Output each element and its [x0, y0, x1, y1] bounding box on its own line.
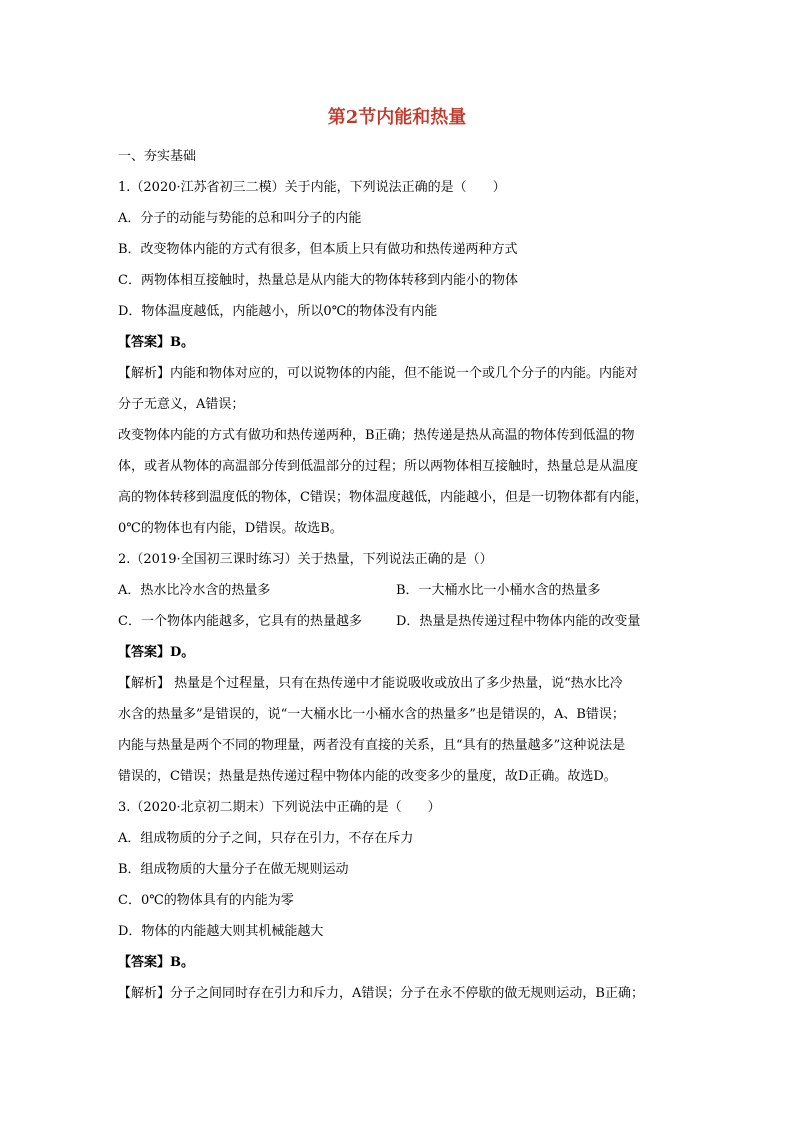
q2-answer: 【答案】D。	[118, 645, 195, 660]
q1-option-d: D．物体温度越低，内能越小，所以0℃的物体没有内能	[118, 304, 438, 319]
q1-explanation-line: 0℃的物体也有内能，D错误。故选B。	[118, 521, 343, 536]
q1-answer: 【答案】B。	[118, 335, 194, 350]
q1-option-a: A．分子的动能与势能的总和叫分子的内能	[118, 211, 362, 226]
q2-explanation-line: 【解析】 热量是个过程量，只有在热传递中才能说吸收或放出了多少热量，说“热水比冷	[118, 676, 623, 691]
q3-option-c: C．0℃的物体具有的内能为零	[118, 893, 294, 908]
q1-explanation-line: 体，或者从物体的高温部分传到低温部分的过程；所以两物体相互接触时，热量总是从温度	[118, 459, 639, 474]
q2-explanation-line: 错误的，C错误；热量是热传递过程中物体内能的改变多少的量度，故D正确。故选D。	[118, 769, 617, 784]
q3-option-a: A．组成物质的分子之间，只存在引力，不存在斥力	[118, 831, 414, 846]
page-title: 第2节内能和热量	[327, 107, 467, 128]
q3-explanation-line: 【解析】分子之间同时存在引力和斥力，A错误；分子在永不停歇的做无规则运动，B正确；	[118, 986, 644, 1001]
q2-explanation-line: 内能与热量是两个不同的物理量，两者没有直接的关系，且“具有的热量越多”这种说法是	[118, 738, 626, 753]
q2-option-d: D．热量是热传递过程中物体内能的改变量	[396, 614, 641, 629]
q1-explanation-line: 高的物体转移到温度低的物体，C错误；物体温度越低，内能越小，但是一切物体都有内能，	[118, 490, 648, 505]
q3-stem: 3.（2020·北京初二期末）下列说法中正确的是（ ）	[118, 800, 441, 815]
q3-option-d: D．物体的内能越大则其机械能越大	[118, 924, 324, 939]
q1-stem: 1.（2020·江苏省初三二模）关于内能，下列说法正确的是（ ）	[118, 180, 506, 195]
q3-option-b: B．组成物质的大量分子在做无规则运动	[118, 862, 349, 877]
q1-explanation-line: 【解析】内能和物体对应的，可以说物体的内能，但不能说一个或几个分子的内能。内能对	[118, 366, 639, 381]
q2-explanation-line: 水含的热量多”是错误的，说“一大桶水比一小桶水含的热量多”也是错误的，A、B错误；	[118, 707, 625, 722]
q2-option-a: A．热水比冷水含的热量多	[118, 583, 271, 598]
q1-option-c: C．两物体相互接触时，热量总是从内能大的物体转移到内能小的物体	[118, 273, 518, 288]
section-heading: 一、夯实基础	[118, 149, 197, 164]
q2-option-b: B．一大桶水比一小桶水含的热量多	[396, 583, 601, 598]
q1-option-b: B．改变物体内能的方式有很多，但本质上只有做功和热传递两种方式	[118, 242, 518, 257]
q2-option-c: C．一个物体内能越多，它具有的热量越多	[118, 614, 362, 629]
q2-stem: 2.（2019·全国初三课时练习）关于热量，下列说法正确的是（）	[118, 552, 493, 567]
q1-explanation-line: 改变物体内能的方式有做功和热传递两种，B正确；热传递是热从高温的物体传到低温的物	[118, 428, 635, 443]
q3-answer: 【答案】B。	[118, 955, 194, 970]
q1-explanation-line: 分子无意义，A错误；	[118, 397, 245, 412]
